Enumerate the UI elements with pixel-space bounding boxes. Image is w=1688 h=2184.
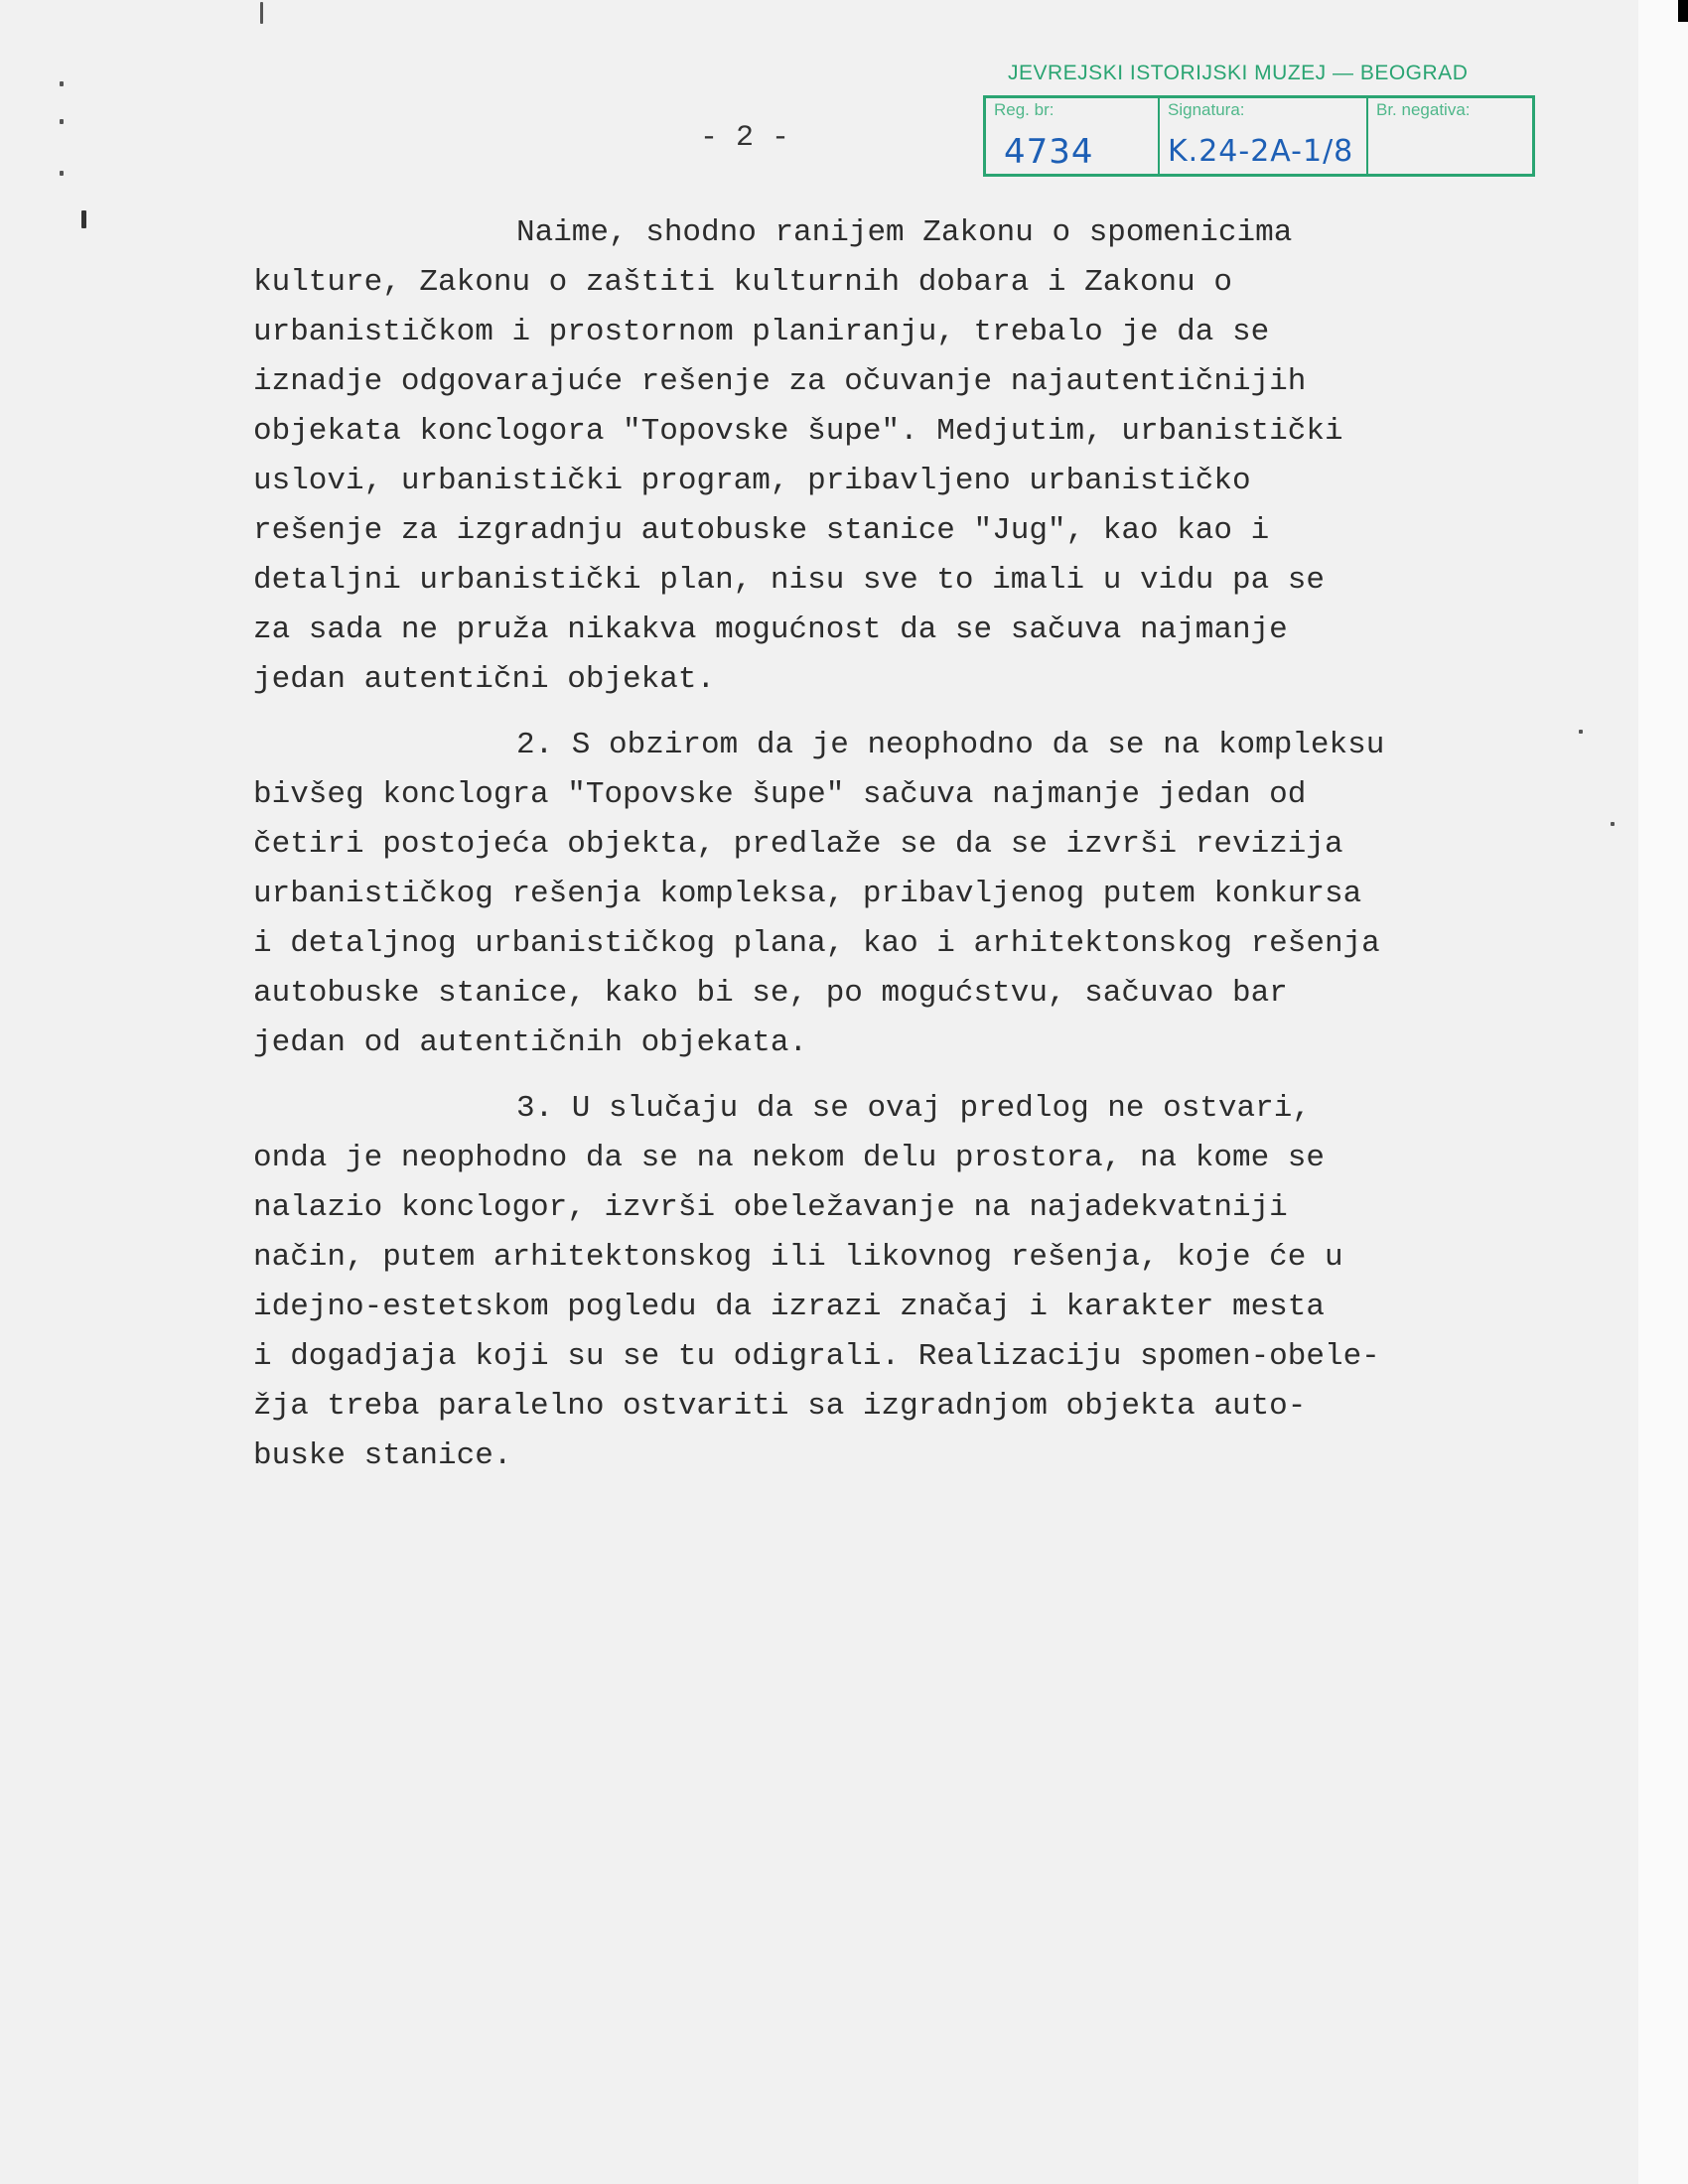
museum-stamp [983,62,1539,181]
page-number: - 2 - [699,121,789,155]
signatura-label: Signatura: [1168,100,1245,119]
paragraph-3 [253,1084,1544,1481]
stamp-title: JEVREJSKI ISTORIJSKI MUZEJ — BEOGRAD [1008,62,1469,84]
scan-speck [60,119,64,124]
text-line: urbanističkom i prostornom planiranju, trebalo je da se [253,315,1270,349]
text-line: način, putem arhitektonskog ili likovnog rešenja, koje će u [253,1240,1343,1275]
text-line: i detaljnog urbanističkog plana, kao i arhitektonskog rešenja [253,926,1380,961]
text-line: 3. U slučaju da se ovaj predlog ne ostvari, [516,1091,1311,1126]
reg-value: 4734 [1004,132,1094,172]
text-line: onda je neophodno da se na nekom delu prostora, na kome se [253,1141,1325,1175]
scan-speck [260,2,263,24]
text-line: i dogadjaja koji su se tu odigrali. Realizaciju spomen-obele- [253,1339,1380,1374]
scan-speck [81,210,86,228]
scan-edge-mark [1678,0,1688,22]
text-line: jedan od autentičnih objekata. [253,1025,808,1060]
text-line: rešenje za izgradnju autobuske stanice "Jug", kao kao i [253,513,1270,548]
scan-speck [60,171,64,176]
stamp-box [983,95,1535,177]
text-line: iznadje odgovarajuće rešenje za očuvanje najautentičnijih [253,364,1307,399]
text-line: žja treba paralelno ostvariti sa izgradnjom objekta auto- [253,1389,1307,1424]
document-body [253,208,1544,1497]
text-line: bivšeg konclogra "Topovske šupe" sačuva najmanje jedan od [253,777,1307,812]
scan-speck [60,81,64,86]
text-line: autobuske stanice, kako bi se, po mogućstvu, sačuvao bar [253,976,1288,1011]
text-line: Naime, shodno ranijem Zakonu o spomenicima [516,215,1293,250]
text-line: uslovi, urbanistički program, pribavljeno urbanističko [253,464,1251,498]
text-line: jedan autentični objekat. [253,662,716,697]
stamp-cell-reg [986,98,1160,174]
text-line: objekata konclogora "Topovske šupe". Medjutim, urbanistički [253,414,1343,449]
scan-speck [1579,730,1583,734]
scan-speck [1611,822,1615,826]
text-line: za sada ne pruža nikakva mogućnost da se sačuva najmanje [253,613,1288,647]
text-line: urbanističkog rešenja kompleksa, pribavljenog putem konkursa [253,877,1362,911]
text-line: kulture, Zakonu o zaštiti kulturnih dobara i Zakonu o [253,265,1232,300]
text-line: nalazio konclogor, izvrši obeležavanje na najadekvatniji [253,1190,1288,1225]
negativ-label: Br. negativa: [1376,100,1471,119]
stamp-cell-signatura [1160,98,1368,174]
signatura-value: K.24-2A-1/8 [1168,134,1354,169]
scan-edge [1638,0,1688,2184]
stamp-cell-negativ [1368,98,1532,174]
reg-label: Reg. br: [994,100,1055,119]
text-line: četiri postojeća objekta, predlaže se da se izvrši revizija [253,827,1343,862]
text-line: idejno-estetskom pogledu da izrazi značaj i karakter mesta [253,1290,1325,1324]
paragraph-2 [253,721,1544,1068]
paragraph-1 [253,208,1544,705]
text-line: detaljni urbanistički plan, nisu sve to imali u vidu pa se [253,563,1325,598]
text-line: buske stanice. [253,1438,512,1473]
text-line: 2. S obzirom da je neophodno da se na kompleksu [516,728,1385,762]
